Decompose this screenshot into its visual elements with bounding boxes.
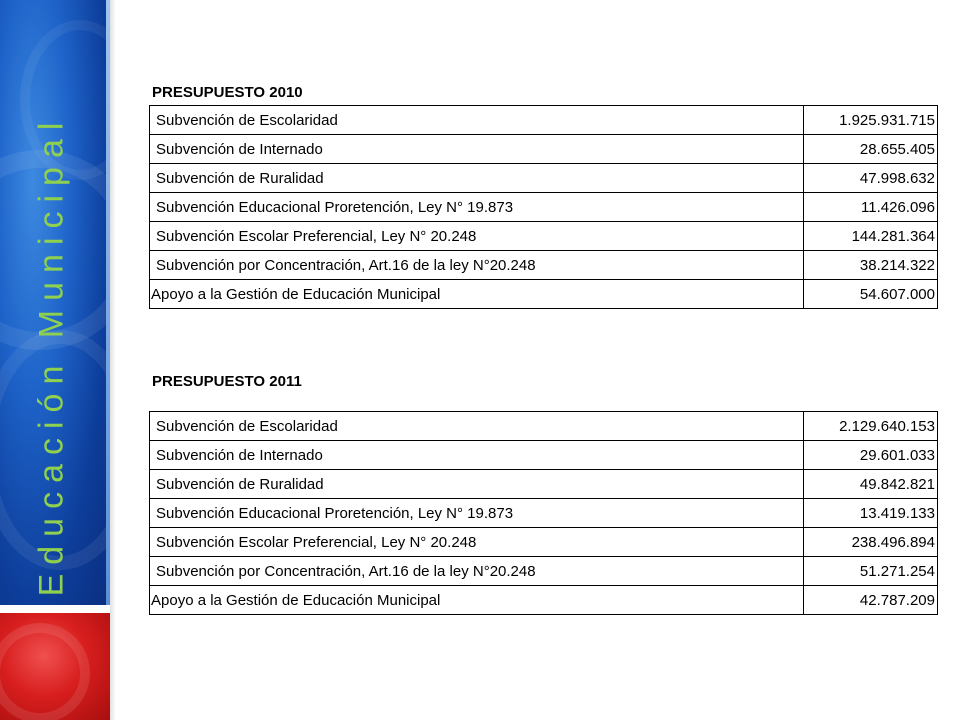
amount-cell: 51.271.254 [804, 557, 938, 586]
concept-cell: Subvención por Concentración, Art.16 de la ley N°20.248 [150, 557, 804, 586]
amount-cell: 38.214.322 [804, 251, 938, 280]
table-row [150, 441, 938, 470]
table-row [150, 499, 938, 528]
table-row [150, 280, 938, 309]
amount-cell: 47.998.632 [804, 164, 938, 193]
amount-cell: 144.281.364 [804, 222, 938, 251]
band-shadow [110, 0, 116, 720]
table-row [150, 557, 938, 586]
concept-cell: Subvención de Internado [150, 135, 804, 164]
table-row [150, 251, 938, 280]
amount-cell: 1.925.931.715 [804, 106, 938, 135]
concept-cell: Subvención por Concentración, Art.16 de la ley N°20.248 [150, 251, 804, 280]
amount-cell: 11.426.096 [804, 193, 938, 222]
table-row [150, 193, 938, 222]
table-row [150, 586, 938, 615]
concept-cell: Subvención Educacional Proretención, Ley N° 19.873 [150, 193, 804, 222]
table-row [150, 412, 938, 441]
table-row [150, 528, 938, 557]
table-row [150, 164, 938, 193]
budget-2011-table [149, 411, 938, 615]
concept-cell: Subvención de Ruralidad [150, 164, 804, 193]
amount-cell: 54.607.000 [804, 280, 938, 309]
budget-2011-title: PRESUPUESTO 2011 [152, 373, 302, 390]
band-divider [0, 605, 110, 613]
concept-cell: Subvención Educacional Proretención, Ley N° 19.873 [150, 499, 804, 528]
vertical-title: Educación Municipal [32, 113, 71, 597]
amount-cell: 49.842.821 [804, 470, 938, 499]
budget-2010-table [149, 105, 938, 309]
concept-cell: Apoyo a la Gestión de Educación Municipal [150, 280, 804, 309]
concept-cell: Subvención de Ruralidad [150, 470, 804, 499]
amount-cell: 13.419.133 [804, 499, 938, 528]
amount-cell: 42.787.209 [804, 586, 938, 615]
concept-cell: Apoyo a la Gestión de Educación Municipal [150, 586, 804, 615]
amount-cell: 28.655.405 [804, 135, 938, 164]
table-row [150, 470, 938, 499]
amount-cell: 238.496.894 [804, 528, 938, 557]
sidebar-red-band [0, 613, 110, 720]
concept-cell: Subvención Escolar Preferencial, Ley N° 20.248 [150, 222, 804, 251]
amount-cell: 29.601.033 [804, 441, 938, 470]
table-row [150, 106, 938, 135]
concept-cell: Subvención de Escolaridad [150, 106, 804, 135]
concept-cell: Subvención Escolar Preferencial, Ley N° 20.248 [150, 528, 804, 557]
table-row [150, 222, 938, 251]
concept-cell: Subvención de Escolaridad [150, 412, 804, 441]
swirl-decoration [0, 623, 90, 720]
amount-cell: 2.129.640.153 [804, 412, 938, 441]
table-row [150, 135, 938, 164]
budget-2010-title: PRESUPUESTO 2010 [152, 84, 303, 101]
concept-cell: Subvención de Internado [150, 441, 804, 470]
